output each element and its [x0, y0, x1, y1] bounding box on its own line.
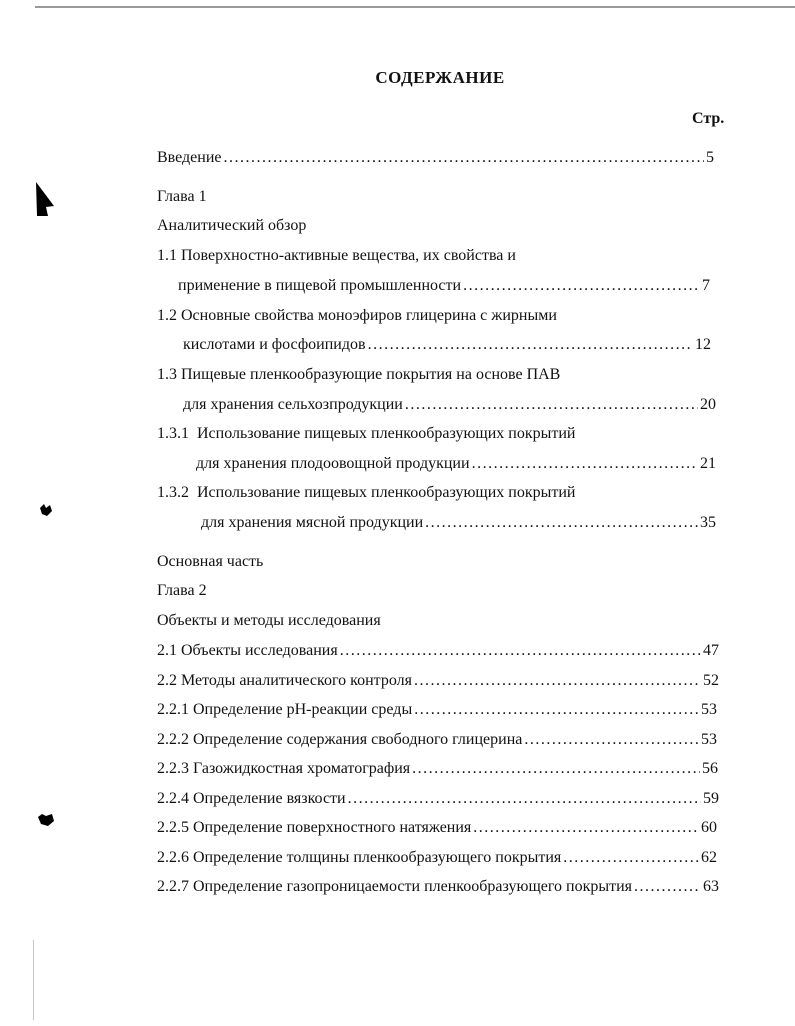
leader-dots [414, 701, 699, 719]
leader-dots [472, 455, 698, 473]
leader-dots [473, 819, 699, 837]
toc-heading-analytic-review: Аналитический обзор [157, 217, 307, 234]
toc-heading-chapter-1: Глава 1 [157, 188, 207, 205]
toc-entry-2-1: 2.1 Объекты исследования ..... 47 [157, 642, 719, 664]
scan-mark-arrow-icon [34, 180, 56, 218]
leader-dots [634, 878, 701, 896]
toc-heading-chapter-2: Глава 2 [157, 582, 207, 599]
toc-entry-1-3-1-line2: для хранения плодоовощной продукции ..... 21 [196, 455, 716, 477]
toc-entry-1-3-2-line1: 1.3.2 Использование пищевых пленкообразующих покрытий [157, 484, 576, 501]
toc-heading-main-part: Основная часть [157, 553, 264, 570]
leader-dots [425, 514, 698, 532]
leader-dots [463, 277, 700, 295]
toc-entry-2-2-4: 2.2.4 Определение вязкости ..... 59 [157, 790, 719, 812]
leader-dots [368, 336, 693, 354]
leader-dots [524, 731, 699, 749]
toc-entry-1-3-line2: для хранения сельхозпродукции ..... 20 [183, 396, 716, 418]
toc-entry-introduction: Введение ..... 5 [157, 149, 714, 171]
toc-entry-1-2-line2: кислотами и фосфоипидов ..... 12 [183, 336, 711, 358]
toc-entry-1-3-2-line2: для хранения мясной продукции ..... 35 [201, 514, 716, 536]
page-column-label: Стр. [692, 110, 725, 127]
toc-entry-1-3-1-line1: 1.3.1 Использование пищевых пленкообразующих покрытий [157, 425, 576, 442]
leader-dots [340, 642, 701, 660]
leader-dots [405, 396, 698, 414]
toc-entry-2-2-2: 2.2.2 Определение содержания свободного глицерина ..... 53 [157, 731, 717, 753]
toc-entry-1-2-line1: 1.2 Основные свойства моноэфиров глицерина с жирными [157, 307, 557, 324]
toc-entry-2-2-5: 2.2.5 Определение поверхностного натяжения ..... 60 [157, 819, 717, 841]
toc-entry-2-2-6: 2.2.6 Определение толщины пленкообразующего покрытия ..... 62 [157, 849, 717, 871]
toc-heading-objects-methods: Объекты и методы исследования [157, 612, 381, 629]
leader-dots [414, 672, 701, 690]
leader-dots [224, 149, 705, 167]
leader-dots [563, 849, 699, 867]
toc-entry-1-1-line2: применение в пищевой промышленности ..... 7 [178, 277, 710, 299]
leader-dots [412, 760, 700, 778]
page-title: СОДЕРЖАНИЕ [375, 68, 505, 87]
toc-entry-2-2-3: 2.2.3 Газожидкостная хроматография ..... 56 [157, 760, 718, 782]
toc-entry-1-1-line1: 1.1 Поверхностно-активные вещества, их свойства и [157, 247, 516, 264]
toc-entry-2-2-1: 2.2.1 Определение рН-реакции среды ..... 53 [157, 701, 717, 723]
toc-entry-2-2: 2.2 Методы аналитического контроля ..... 52 [157, 672, 719, 694]
leader-dots [348, 790, 701, 808]
toc-entry-2-2-7: 2.2.7 Определение газопроницаемости пленкообразующего покрытия ..... 63 [157, 878, 719, 900]
toc-entry-1-3-line1: 1.3 Пищевые пленкообразующие покрытия на основе ПАВ [157, 366, 561, 383]
scan-mark-blot-2-icon [36, 812, 56, 828]
scan-border-left [33, 940, 34, 1020]
scan-mark-blot-icon [38, 502, 54, 518]
scan-border-top [35, 6, 795, 8]
